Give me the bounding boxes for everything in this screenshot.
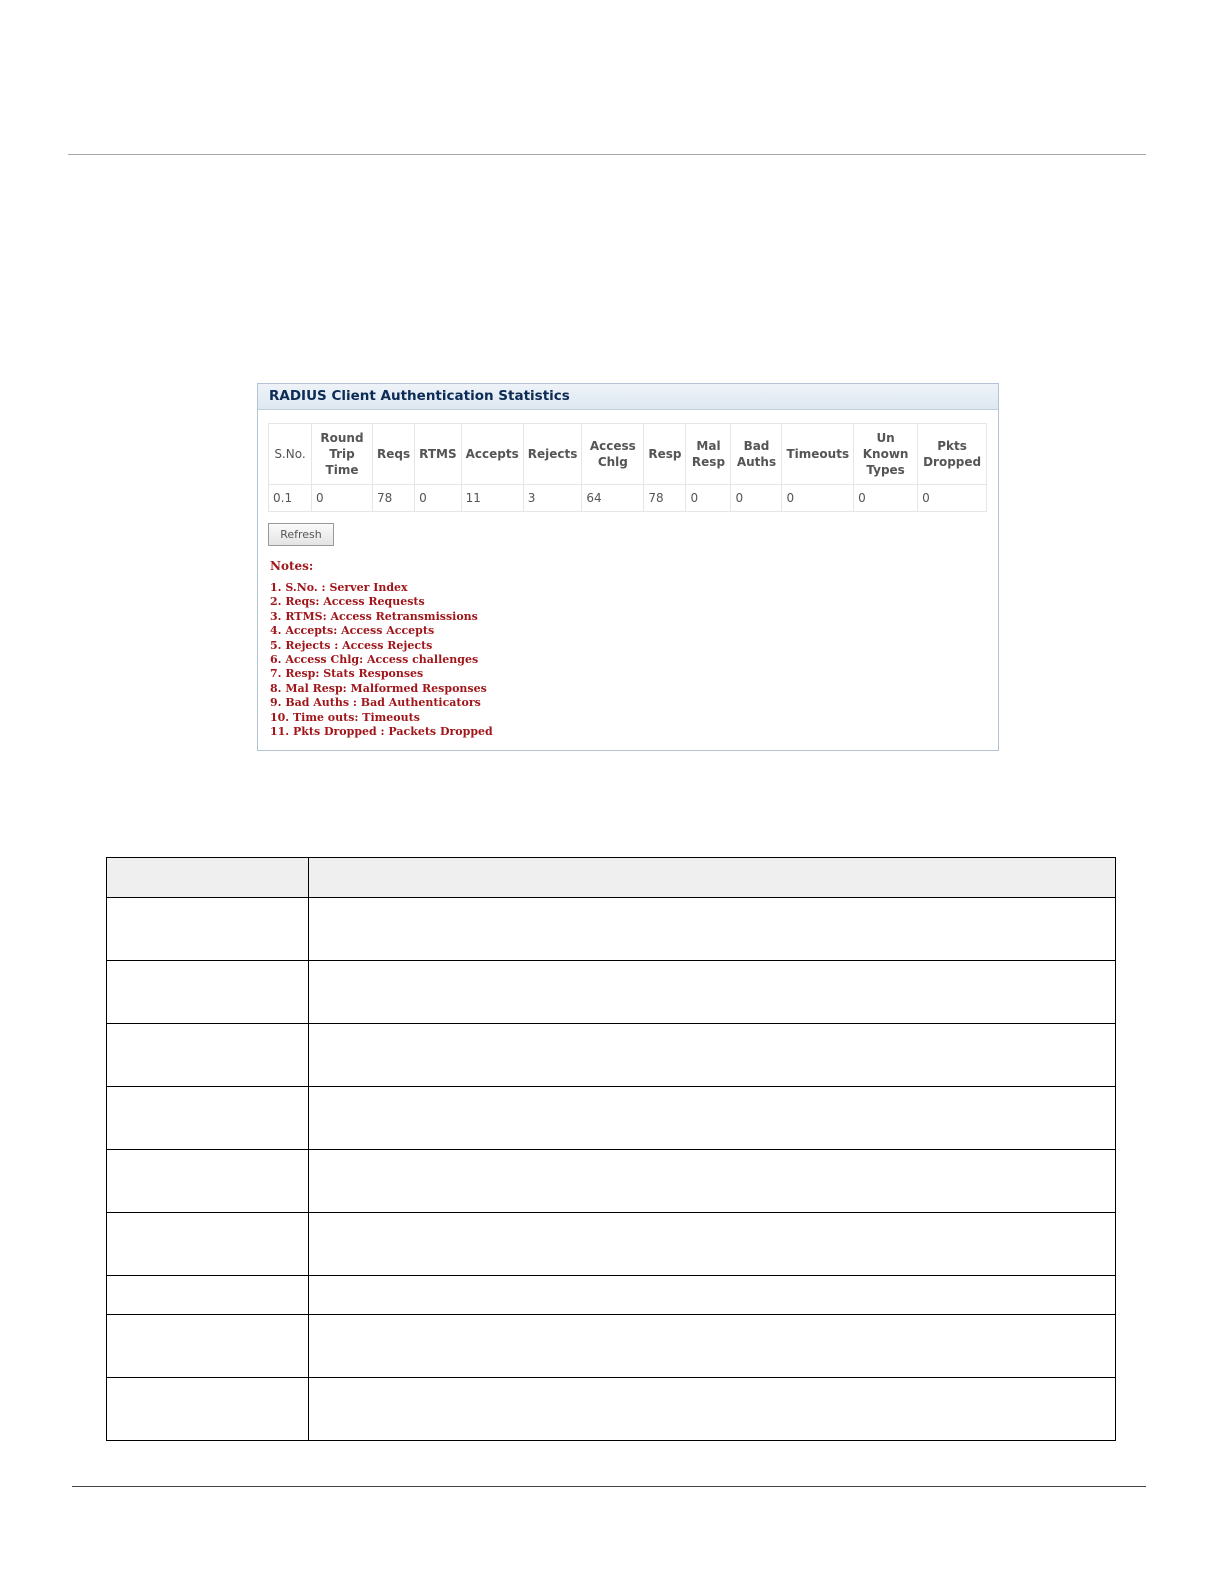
doc-cell [107,961,309,1024]
stats-header-row [269,424,987,485]
note-item: 8. Mal Resp: Malformed Responses [270,681,487,695]
doc-cell [107,1087,309,1150]
col-access-chlg: Access Chlg [582,424,644,485]
doc-cell [107,1315,309,1378]
cell-sno: 0.1 [269,485,312,512]
doc-table-header [107,858,1116,898]
doc-cell [107,1024,309,1087]
col-rtms: RTMS [415,424,461,485]
notes-list [270,581,493,739]
doc-cell [309,898,1116,961]
panel-title: RADIUS Client Authentication Statistics [258,384,998,410]
col-accepts: Accepts [461,424,523,485]
doc-table-row [107,1024,1116,1087]
note-item: 3. RTMS: Access Retransmissions [270,609,478,623]
doc-cell [107,1150,309,1213]
cell-unknown-types: 0 [854,485,918,512]
top-divider [68,154,1146,155]
note-item: 2. Reqs: Access Requests [270,595,425,609]
note-item: 9. Bad Auths : Bad Authenticators [270,696,481,710]
doc-cell [107,1213,309,1276]
doc-table-row [107,1087,1116,1150]
cell-access-chlg: 64 [582,485,644,512]
bottom-divider [72,1486,1146,1487]
cell-timeouts: 0 [782,485,854,512]
cell-reqs: 78 [373,485,415,512]
doc-cell [107,1276,309,1315]
note-item: 5. Rejects : Access Rejects [270,638,433,652]
col-reqs: Reqs [373,424,415,485]
col-round-trip-time: Round Trip Time [312,424,373,485]
col-bad-auths: Bad Auths [731,424,782,485]
cell-pkts-dropped: 0 [918,485,987,512]
radius-stats-panel [257,383,999,751]
cell-bad-auths: 0 [731,485,782,512]
doc-header-cell [309,858,1116,898]
col-pkts-dropped: Pkts Dropped [918,424,987,485]
cell-rejects: 3 [523,485,582,512]
notes-title: Notes: [270,559,314,573]
doc-cell [309,1315,1116,1378]
col-resp: Resp [644,424,686,485]
doc-header-cell [107,858,309,898]
doc-table-row [107,898,1116,961]
note-item: 1. S.No. : Server Index [270,581,408,594]
col-sno: S.No. [269,424,312,485]
cell-accepts: 11 [461,485,523,512]
note-item: 7. Resp: Stats Responses [270,667,424,681]
refresh-button[interactable]: Refresh [268,523,334,546]
doc-cell [309,1150,1116,1213]
doc-cell [309,1276,1116,1315]
doc-cell [309,1378,1116,1441]
doc-cell [309,1213,1116,1276]
doc-table-row [107,961,1116,1024]
cell-resp: 78 [644,485,686,512]
note-item: 11. Pkts Dropped : Packets Dropped [270,724,493,738]
doc-cell [309,1087,1116,1150]
doc-cell [107,1378,309,1441]
radius-stats-table [268,423,987,512]
field-description-table [106,857,1116,1441]
note-item: 6. Access Chlg: Access challenges [270,652,479,666]
note-item: 4. Accepts: Access Accepts [270,624,435,638]
cell-rtms: 0 [415,485,461,512]
doc-table-row [107,1150,1116,1213]
col-timeouts: Timeouts [782,424,854,485]
doc-table-row [107,1213,1116,1276]
cell-round-trip-time: 0 [312,485,373,512]
doc-table-row [107,1276,1116,1315]
doc-cell [309,961,1116,1024]
note-item: 10. Time outs: Timeouts [270,710,420,724]
col-unknown-types: Un Known Types [854,424,918,485]
col-mal-resp: Mal Resp [686,424,731,485]
doc-table-row [107,1378,1116,1441]
stats-row [269,485,987,512]
doc-table-row [107,1315,1116,1378]
col-rejects: Rejects [523,424,582,485]
doc-cell [309,1024,1116,1087]
doc-cell [107,898,309,961]
cell-mal-resp: 0 [686,485,731,512]
